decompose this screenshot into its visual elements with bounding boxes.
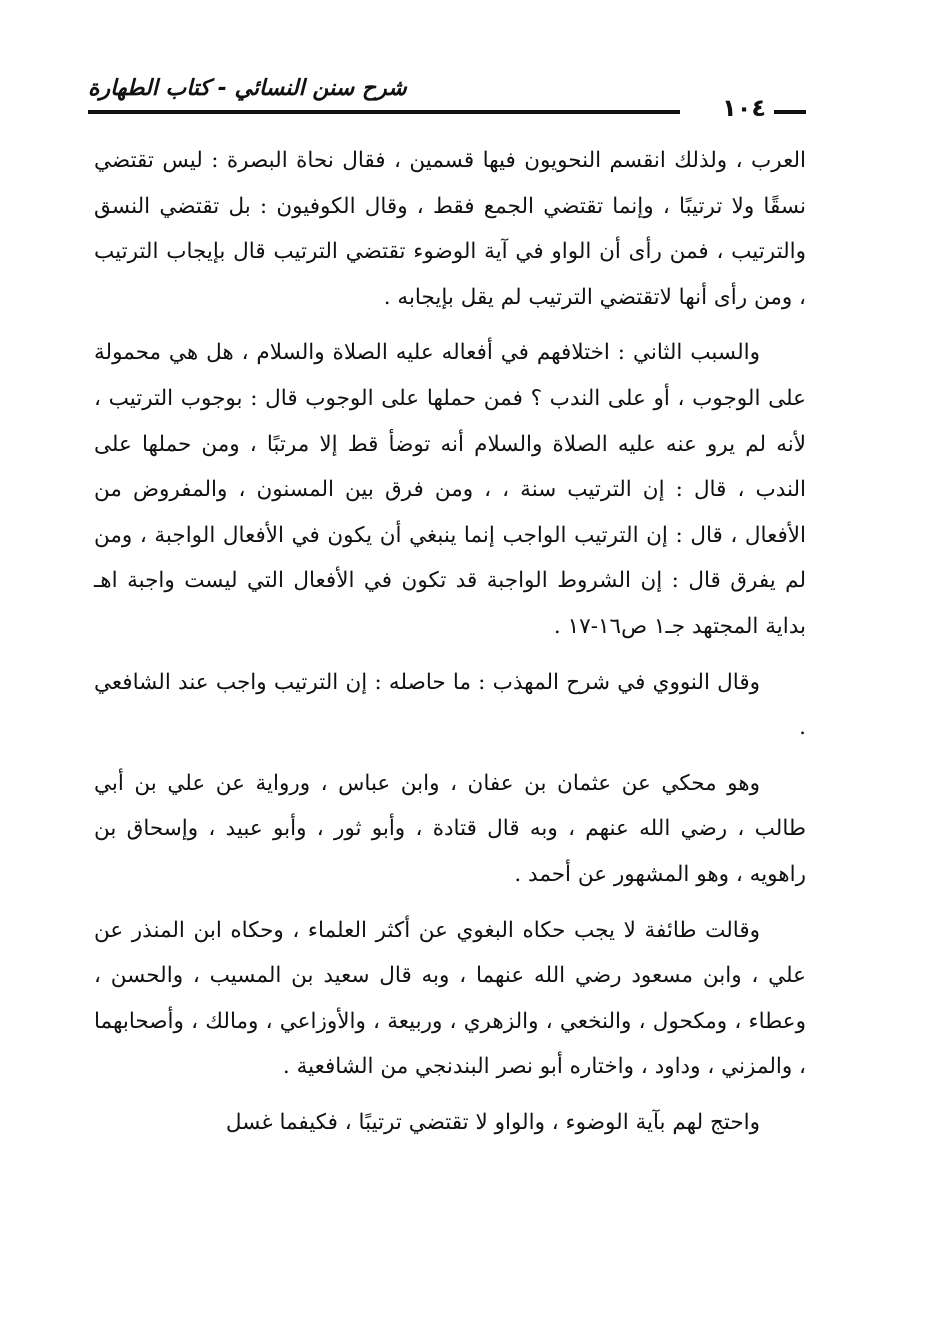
header-rule-right	[774, 110, 806, 114]
paragraph: والسبب الثاني : اختلافهم في أفعاله عليه الصلاة والسلام ، هل هي محمولة على الوجوب ، أو على الندب ؟ فمن حملها على الوجوب قال : بوجوب الترتيب ، لأنه لم يرو عنه عليه الصلاة والسلام أنه توضأ قط إلا مرتبًا ، ومن حملها على الندب ، قال : إن الترتيب سنة ، ، ومن فرق بين المسنون ، والمفروض من الأفعال ، قال : إن الترتيب الواجب إنما ينبغي أن يكون في الأفعال الواجبة ، ومن لم يفرق قال : إن الشروط الواجبة قد تكون في الأفعال التي ليست واجبة اهـ بداية المجتهد جـ١ ص١٦-١٧ .	[94, 340, 806, 639]
paragraph: العرب ، ولذلك انقسم النحويون فيها قسمين ، فقال نحاة البصرة : ليس تقتضي نسقًا ولا ترتيبًا ، وإنما تقتضي الجمع فقط ، وقال الكوفيون : بل تقتضي النسق والترتيب ، فمن رأى أن الواو في آية الوضوء تقتضي الترتيب قال بإيجاب الترتيب ، ومن رأى أنها لاتقتضي الترتيب لم يقل بإيجابه .	[94, 148, 806, 310]
paragraph: واحتج لهم بآية الوضوء ، والواو لا تقتضي ترتيبًا ، فكيفما غسل	[225, 1109, 760, 1135]
paragraph: وقالت طائفة لا يجب حكاه البغوي عن أكثر العلماء ، وحكاه ابن المنذر عن علي ، وابن مسعود رضي الله عنهما ، وبه قال سعيد بن المسيب ، والحسن ، وعطاء ، ومكحول ، والنخعي ، والزهري ، وربيعة ، والأوزاعي ، ومالك ، وأصحابهما ، والمزني ، وداود ، واختاره أبو نصر البندنجي من الشافعية .	[94, 917, 806, 1080]
page-header	[88, 70, 806, 122]
page-number: ١٠٤	[722, 94, 766, 122]
paragraph: وهو محكي عن عثمان بن عفان ، وابن عباس ، ورواية عن علي بن أبي طالب ، رضي الله عنهم ، وبه قال قتادة ، وأبو ثور ، وأبو عبيد ، وإسحاق بن راهويه ، وهو المشهور عن أحمد .	[94, 770, 806, 887]
header-rule	[88, 110, 680, 114]
body-text	[94, 138, 806, 1145]
running-title: شرح سنن النسائي - كتاب الطهارة	[88, 76, 407, 101]
paragraph: وقال النووي في شرح المهذب : ما حاصله : إن الترتيب واجب عند الشافعي .	[94, 669, 806, 741]
